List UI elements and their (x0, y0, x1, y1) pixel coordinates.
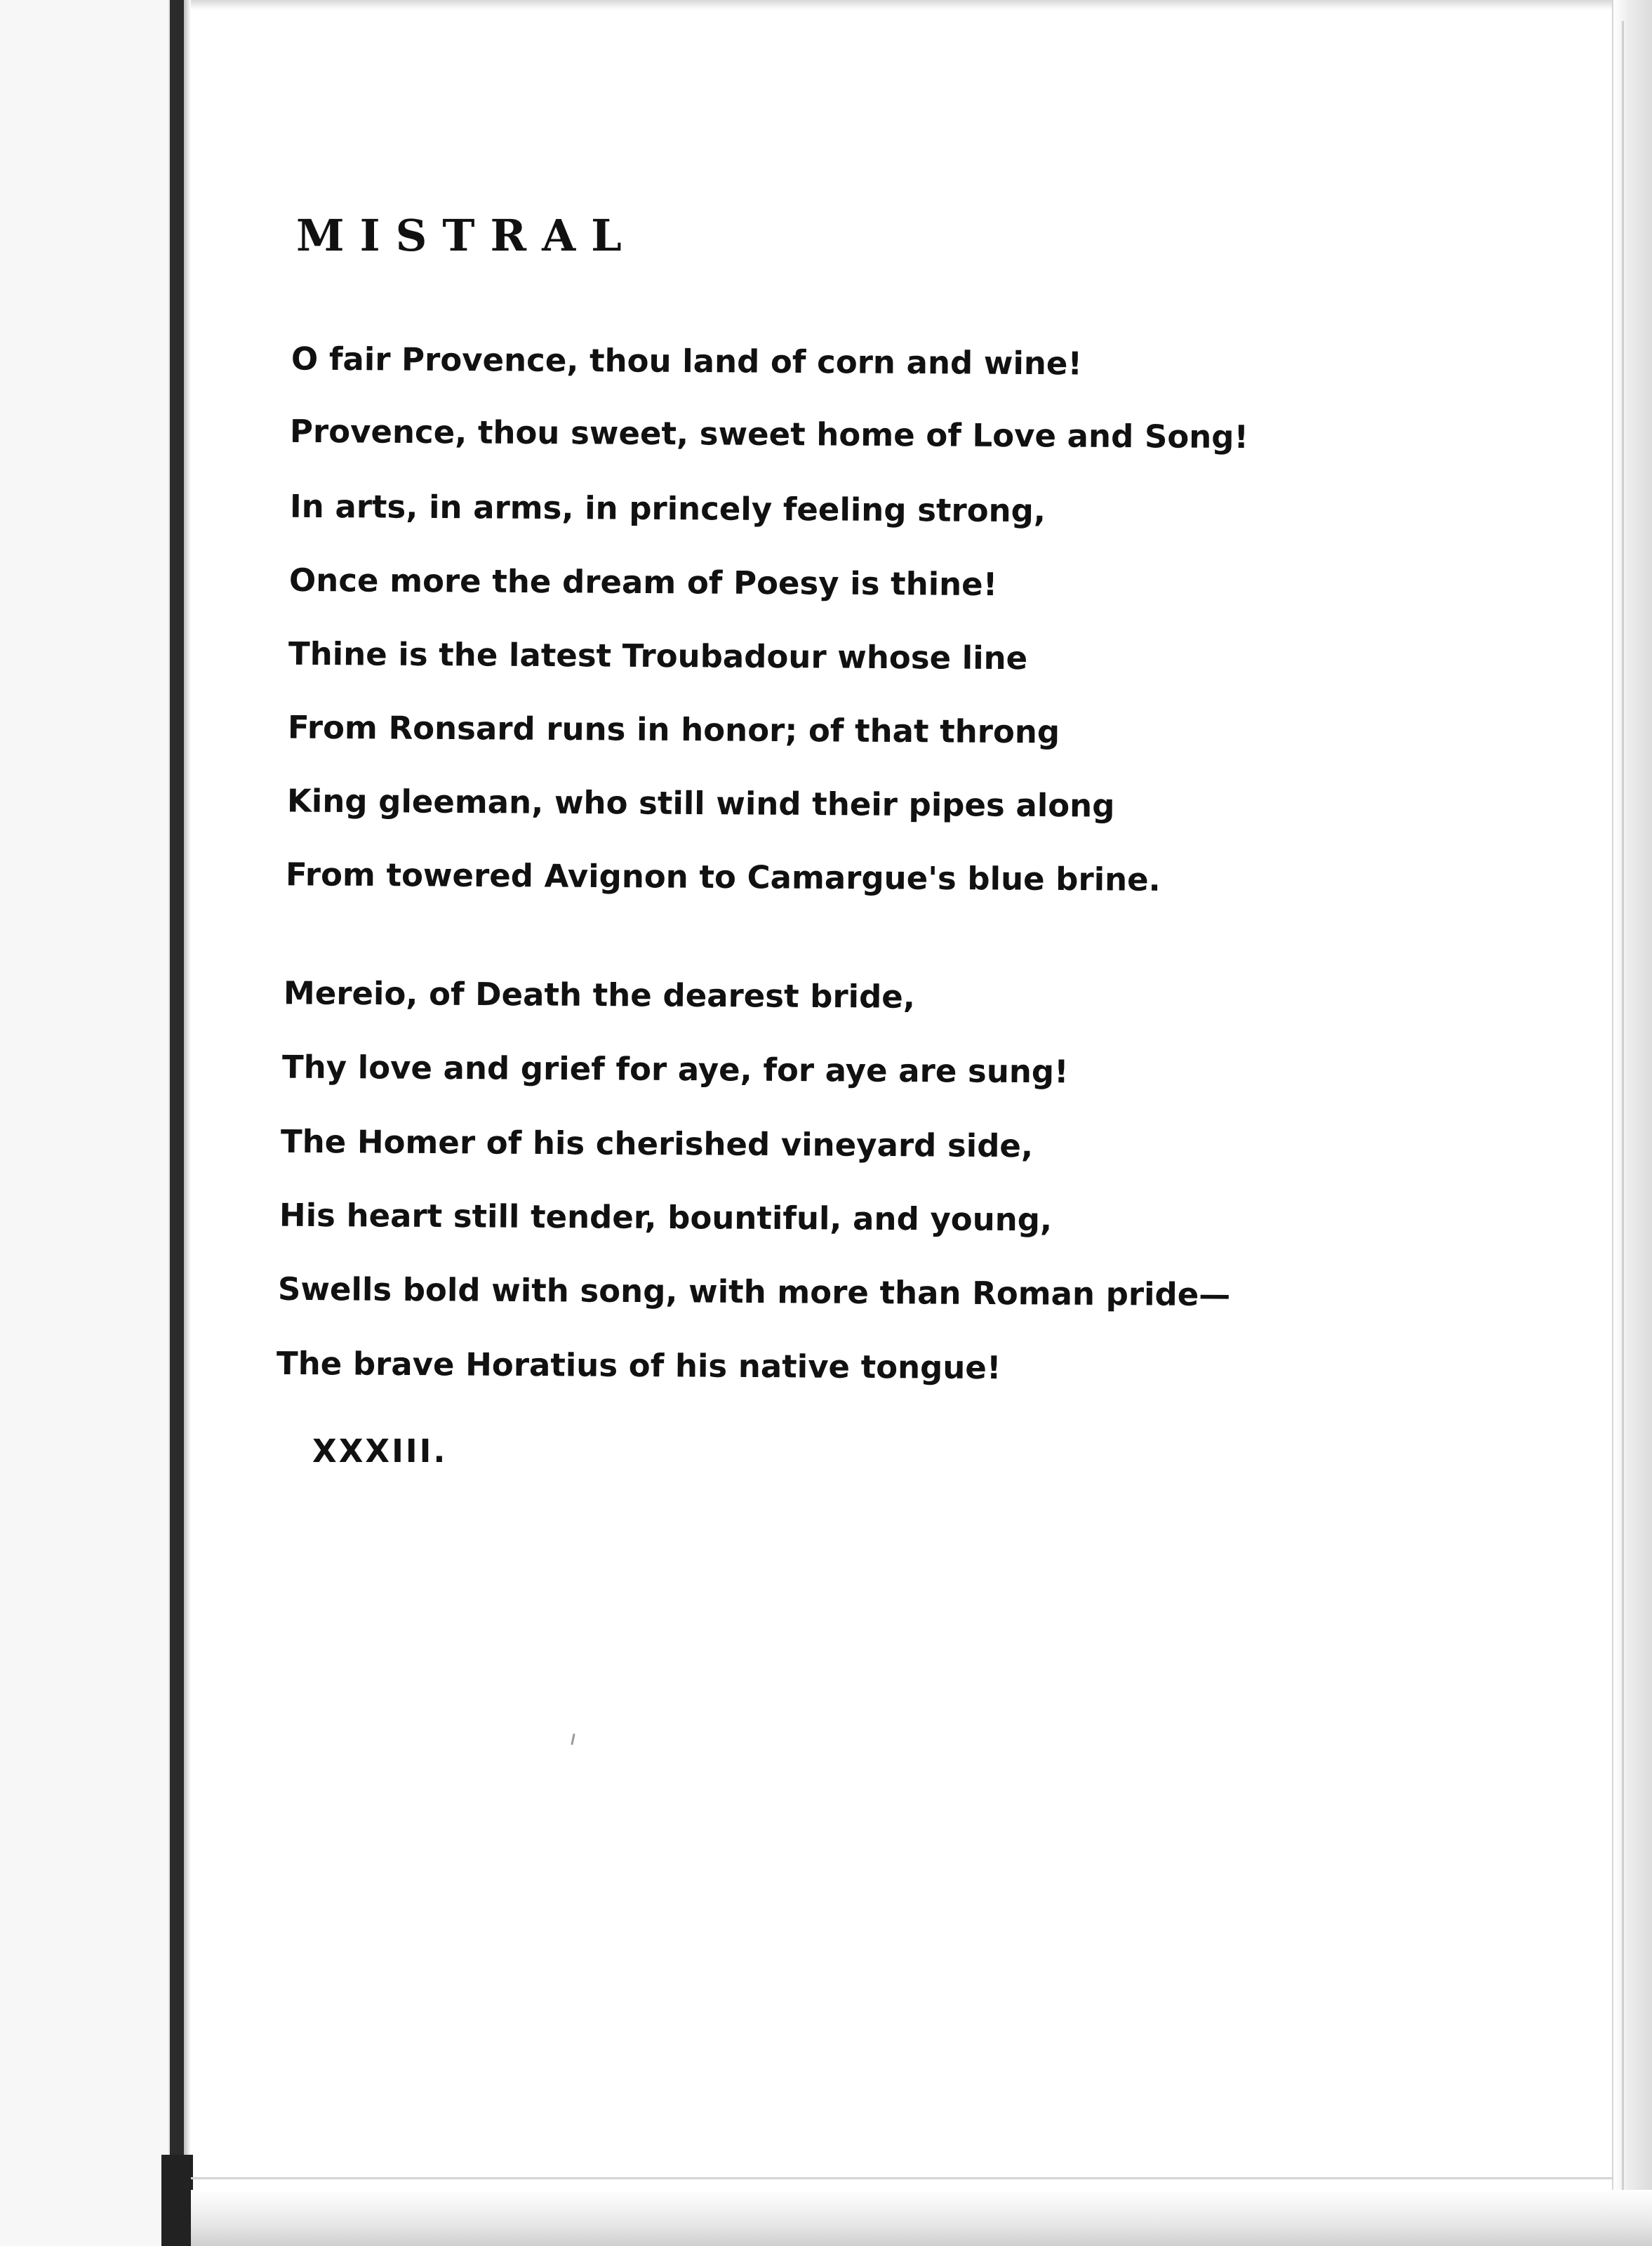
page-right-fold (1622, 21, 1624, 2225)
poem-title: MISTRAL (296, 210, 637, 261)
poem-line: King gleeman, who still wind their pipes along (286, 782, 1115, 825)
facing-page-edge (0, 0, 170, 2246)
page-bottom-crease (191, 2177, 1613, 2179)
poem-line: In arts, in arms, in princely feeling strong, (289, 487, 1046, 530)
poem-line: Swells bold with song, with more than Roman pride— (277, 1270, 1231, 1314)
paper-speck (571, 1734, 575, 1745)
poem-line: The brave Horatius of his native tongue! (276, 1344, 1001, 1387)
poem-line: O fair Provence, thou land of corn and wine! (291, 340, 1083, 383)
poem-line: Provence, thou sweet, sweet home of Love and Song! (289, 412, 1249, 456)
poem-line: From Ronsard runs in honor; of that throng (287, 708, 1060, 751)
poem-line: Once more the dream of Poesy is thine! (288, 561, 998, 604)
poem-line: Thine is the latest Troubadour whose line (288, 634, 1028, 677)
page-top-edge (191, 0, 1652, 10)
poem-line: From towered Avignon to Camargue's blue brine. (285, 856, 1161, 898)
poem-line: The Homer of his cherished vineyard side, (280, 1122, 1034, 1165)
page-right-edge (1612, 0, 1652, 2246)
poem-line: Mereio, of Death the dearest bride, (283, 974, 916, 1016)
page-bottom-edge (191, 2190, 1652, 2246)
poem-line: Thy love and grief for aye, for aye are sung! (281, 1048, 1069, 1091)
spine-foot-shadow (161, 2155, 193, 2246)
poem-line: His heart still tender, bountiful, and young, (279, 1196, 1053, 1239)
poem-number: XXXIII. (312, 1433, 448, 1470)
gutter-shadow (184, 0, 191, 2246)
book-spine-shadow (170, 0, 184, 2246)
